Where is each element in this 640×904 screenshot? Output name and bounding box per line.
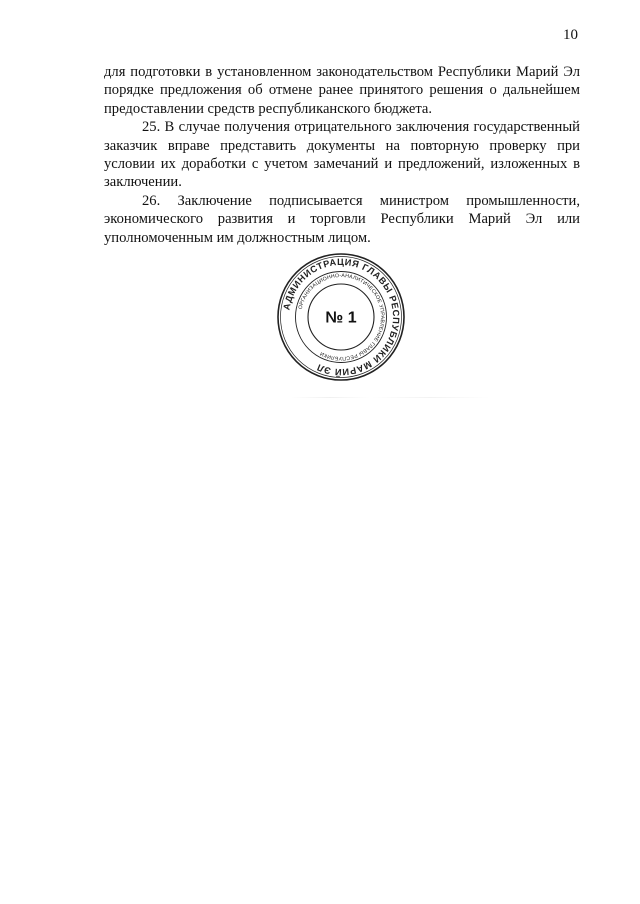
seal-inner-text: ОРГАНИЗАЦИОННО-АНАЛИТИЧЕСКОЕ УПРАВЛЕНИЕ ГЛАВЫ РЕСПУБЛИКИ: [297, 272, 386, 362]
official-seal: [275, 251, 407, 383]
seal-graphic: [275, 251, 407, 383]
paragraph-25: 25. В случае получения отрицательного заключения государственный заказчик вправе представить документы на повторную проверку при условии их доработки с учетом замечаний и предложений, изложенных в заключении.: [104, 119, 580, 191]
document-body: [104, 63, 580, 247]
page-number: 10: [563, 27, 578, 43]
seal-number: № 1: [325, 309, 357, 327]
paragraph-continuation: для подготовки в установленном законодательством Республики Марий Эл порядке предложения об отмене ранее принятого решения о дальнейшем предоставлении средств республиканского бюджета.: [104, 64, 580, 117]
paragraph-26: 26. Заключение подписывается министром промышленности, экономического развития и торговли Республики Марий Эл или уполномоченным им должностным лицом.: [104, 192, 580, 246]
scan-artifact-line: [290, 397, 490, 398]
seal-outer-text: АДМИНИСТРАЦИЯ ГЛАВЫ РЕСПУБЛИКИ МАРИЙ ЭЛ: [281, 256, 402, 378]
